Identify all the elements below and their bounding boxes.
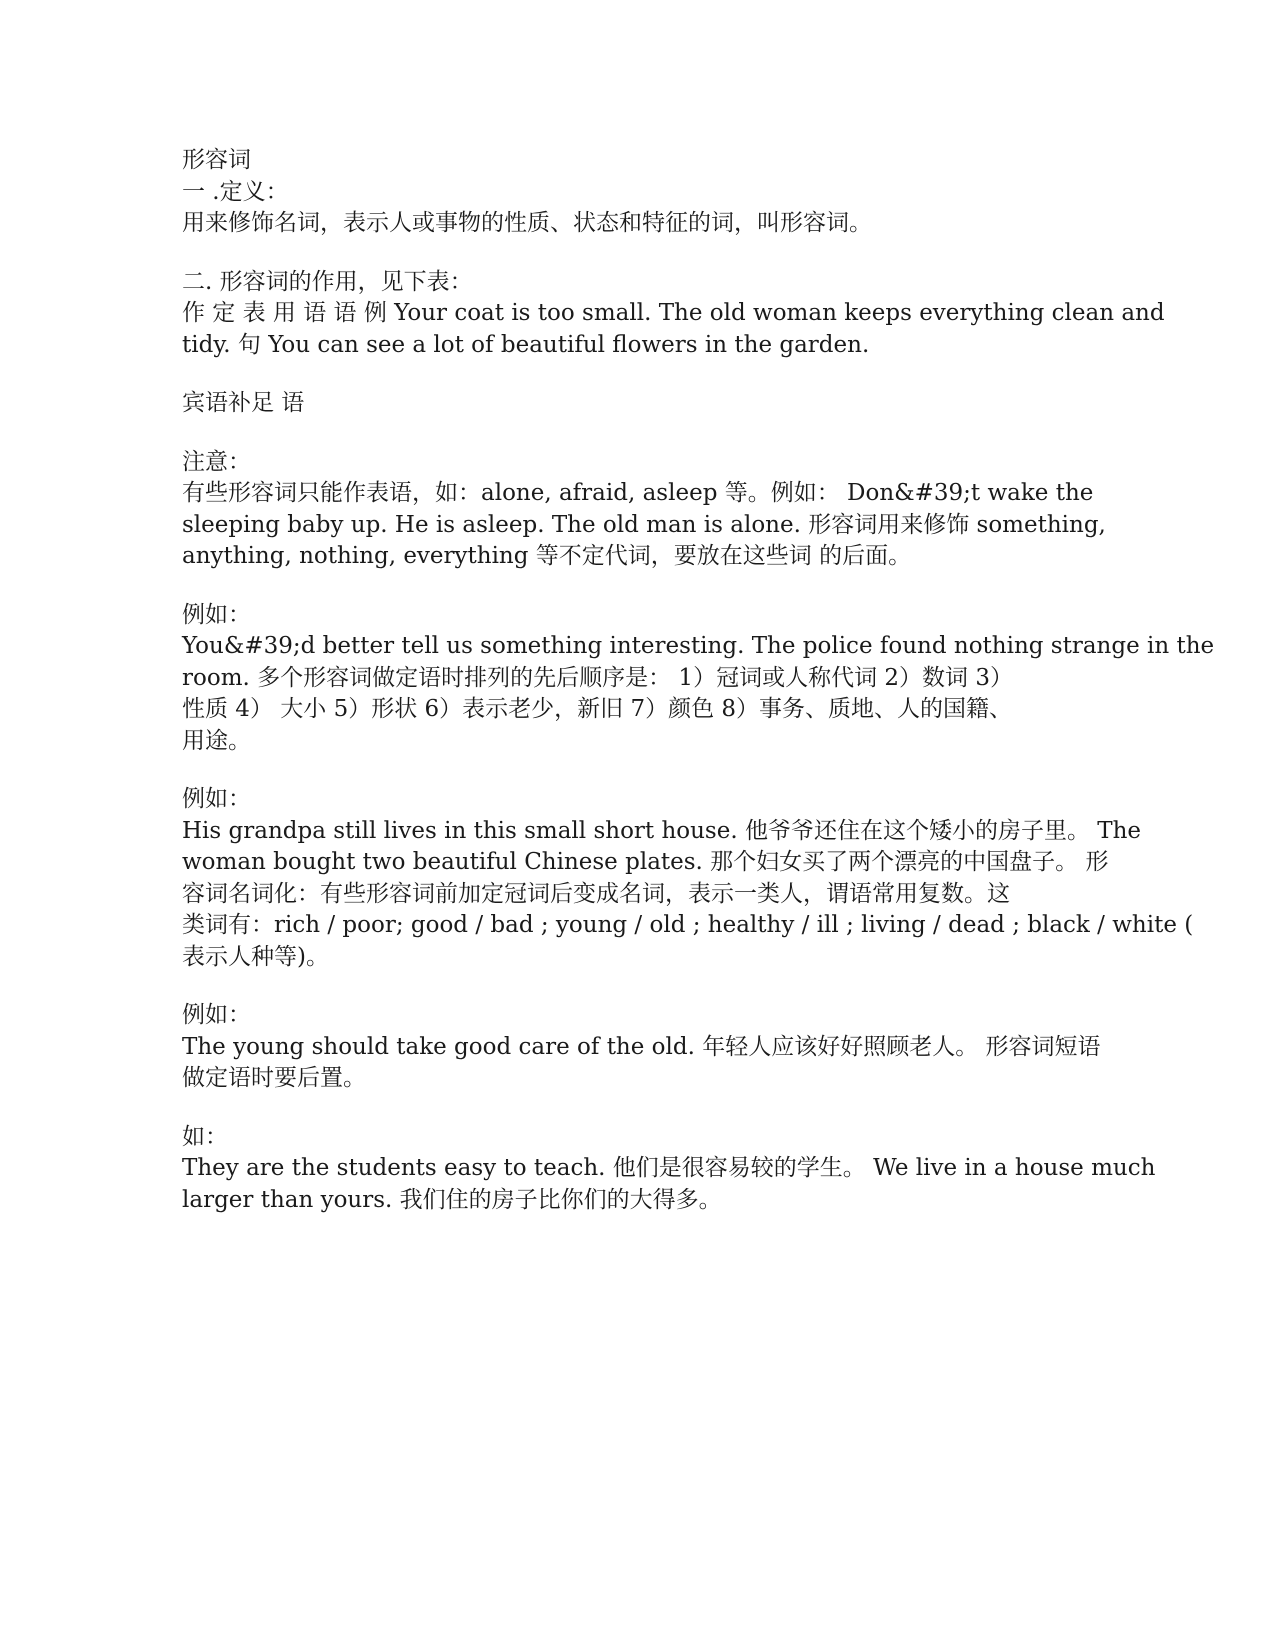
example-line: 用途。	[182, 727, 251, 754]
example-heading: 例如：	[182, 601, 251, 628]
paragraph-gap	[182, 973, 1112, 1000]
note-heading: 注意：	[182, 448, 251, 475]
example-line: 做定语时要后置。	[182, 1065, 366, 1091]
note-line: sleeping baby up. He is asleep. The old man is alone. 形容词用来修饰 something,	[182, 511, 1106, 538]
document-page	[182, 145, 1215, 1216]
document-title: 形容词	[182, 147, 251, 173]
example-line: 容词名词化：有些形容词前加定冠词后变成名词，表示一类人，谓语常用复数。这	[182, 880, 1010, 907]
table-line: tidy. 句 You can see a lot of beautiful flowers in the garden.	[182, 331, 870, 358]
example-line: 性质 4） 大小 5）形状 6）表示老少，新旧 7）颜色 8）事务、质地、人的国籍、	[182, 696, 1013, 722]
section1-heading: 一 .定义：	[182, 178, 289, 205]
table-line: 作 定 表 用 语 语 例 Your coat is too small. The old woman keeps everything clean and	[182, 300, 1165, 326]
example-line: room. 多个形容词做定语时排列的先后顺序是： 1）冠词或人称代词 2）数词 3）	[182, 664, 1013, 691]
paragraph-gap	[182, 573, 1112, 600]
note-line: anything, nothing, everything 等不定代词，要放在这些词 的后面。	[182, 543, 912, 569]
paragraph-gap	[182, 1095, 1112, 1122]
example-heading: 例如：	[182, 786, 251, 812]
example-heading: 例如：	[182, 1002, 251, 1028]
section2-heading: 二. 形容词的作用，见下表：	[182, 268, 473, 295]
table-line: 宾语补足 语	[182, 390, 305, 416]
example-line: 表示人种等)。	[182, 943, 329, 970]
paragraph-gap	[182, 361, 1112, 388]
example-line: They are the students easy to teach. 他们是很容易较的学生。 We live in a house much	[182, 1155, 1156, 1181]
example-line: You&#39;d better tell us something interesting. The police found nothing strange in the	[182, 633, 1215, 659]
example-heading: 如：	[182, 1123, 228, 1150]
example-line: woman bought two beautiful Chinese plates. 那个妇女买了两个漂亮的中国盘子。 形	[182, 849, 1109, 875]
paragraph-gap	[182, 757, 1112, 784]
note-line: 有些形容词只能作表语，如：alone, afraid, asleep 等。例如： Don&#39;t wake the	[182, 480, 1094, 506]
example-line: The young should take good care of the old. 年轻人应该好好照顾老人。 形容词短语	[182, 1033, 1101, 1060]
paragraph-gap	[182, 420, 1112, 447]
example-line: 类词有：rich / poor; good / bad ; young / old ; healthy / ill ; living / dead ; black / white (	[182, 912, 1194, 938]
example-line: larger than yours. 我们住的房子比你们的大得多。	[182, 1186, 722, 1213]
section1-text: 用来修饰名词，表示人或事物的性质、状态和特征的词，叫形容词。	[182, 210, 872, 236]
example-line: His grandpa still lives in this small short house. 他爷爷还住在这个矮小的房子里。 The	[182, 817, 1142, 844]
paragraph-gap	[182, 240, 1112, 267]
